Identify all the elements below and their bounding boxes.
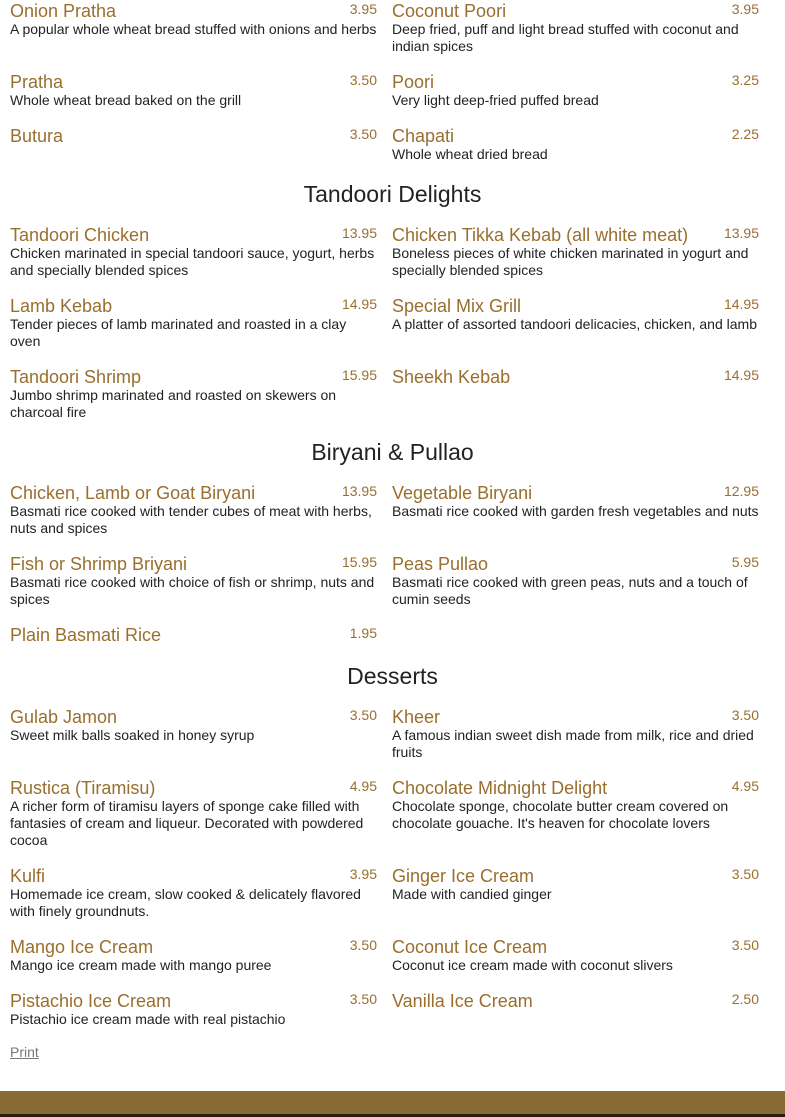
item-price: 3.50 bbox=[349, 937, 377, 953]
item-name: Chicken Tikka Kebab (all white meat) bbox=[392, 225, 689, 245]
item-name: Fish or Shrimp Briyani bbox=[10, 554, 188, 574]
item-name: Pratha bbox=[10, 72, 64, 92]
item-price: 3.95 bbox=[349, 866, 377, 882]
item-price: 1.95 bbox=[349, 625, 377, 641]
item-name: Butura bbox=[10, 126, 64, 146]
item-name: Vegetable Biryani bbox=[392, 483, 533, 503]
item-description: Jumbo shrimp marinated and roasted on skewers on charcoal fire bbox=[10, 387, 337, 420]
item-name: Tandoori Chicken bbox=[10, 225, 150, 245]
item-price: 4.95 bbox=[731, 778, 759, 794]
item-description: A popular whole wheat bread stuffed with onions and herbs bbox=[10, 21, 377, 37]
item-name: Pistachio Ice Cream bbox=[10, 991, 172, 1011]
item-name: Coconut Ice Cream bbox=[392, 937, 548, 957]
item-description: Homemade ice cream, slow cooked & delicately flavored with finely groundnuts. bbox=[10, 886, 361, 919]
item-name: Poori bbox=[392, 72, 435, 92]
item-name: Plain Basmati Rice bbox=[10, 625, 162, 645]
item-price: 3.95 bbox=[731, 1, 759, 17]
print-link[interactable]: Print bbox=[10, 1044, 39, 1060]
item-description: A richer form of tiramisu layers of sponge cake filled with fantasies of cream and liqueur. Decorated with powdered cocoa bbox=[10, 798, 364, 848]
item-name: Gulab Jamon bbox=[10, 707, 118, 727]
item-price: 3.50 bbox=[731, 937, 759, 953]
item-price: 2.50 bbox=[731, 991, 759, 1007]
item-price: 12.95 bbox=[723, 483, 759, 499]
section-heading-desserts: Desserts bbox=[347, 663, 438, 689]
item-price: 3.50 bbox=[731, 866, 759, 882]
item-name: Chapati bbox=[392, 126, 455, 146]
item-description: Basmati rice cooked with tender cubes of meat with herbs, nuts and spices bbox=[10, 503, 372, 536]
item-description: Basmati rice cooked with garden fresh vegetables and nuts bbox=[392, 503, 759, 519]
item-description: Whole wheat dried bread bbox=[392, 146, 548, 162]
item-name: Chocolate Midnight Delight bbox=[392, 778, 608, 798]
item-name: Onion Pratha bbox=[10, 1, 117, 21]
item-name: Coconut Poori bbox=[392, 1, 507, 21]
item-description: Whole wheat bread baked on the grill bbox=[10, 92, 242, 108]
item-name: Peas Pullao bbox=[392, 554, 489, 574]
item-price: 4.95 bbox=[349, 778, 377, 794]
item-name: Ginger Ice Cream bbox=[392, 866, 535, 886]
item-name: Chicken, Lamb or Goat Biryani bbox=[10, 483, 256, 503]
item-price: 15.95 bbox=[341, 367, 377, 383]
item-description: Sweet milk balls soaked in honey syrup bbox=[10, 727, 255, 743]
item-name: Kulfi bbox=[10, 866, 46, 886]
item-price: 3.50 bbox=[349, 707, 377, 723]
item-description: Chicken marinated in special tandoori sauce, yogurt, herbs and specially blended spices bbox=[10, 245, 375, 278]
item-name: Special Mix Grill bbox=[392, 296, 522, 316]
item-name: Sheekh Kebab bbox=[392, 367, 511, 387]
item-description: Boneless pieces of white chicken marinated in yogurt and specially blended spices bbox=[392, 245, 749, 278]
item-description: A platter of assorted tandoori delicacies, chicken, and lamb bbox=[392, 316, 757, 332]
item-description: Pistachio ice cream made with real pistachio bbox=[10, 1011, 286, 1027]
item-price: 13.95 bbox=[341, 483, 377, 499]
footer-bar bbox=[0, 1091, 785, 1114]
item-name: Vanilla Ice Cream bbox=[392, 991, 533, 1011]
item-name: Tandoori Shrimp bbox=[10, 367, 142, 387]
item-description: Chocolate sponge, chocolate butter cream covered on chocolate gouache. It's heaven for chocolate lovers bbox=[392, 798, 729, 831]
item-description: Mango ice cream made with mango puree bbox=[10, 957, 272, 973]
item-price: 14.95 bbox=[341, 296, 377, 312]
section-heading-biryani: Biryani & Pullao bbox=[311, 439, 474, 465]
item-price: 3.50 bbox=[349, 72, 377, 88]
item-description: Deep fried, puff and light bread stuffed with coconut and indian spices bbox=[392, 21, 739, 54]
item-name: Rustica (Tiramisu) bbox=[10, 778, 156, 798]
item-price: 3.50 bbox=[731, 707, 759, 723]
item-description: Coconut ice cream made with coconut slivers bbox=[392, 957, 673, 973]
item-price: 3.50 bbox=[349, 991, 377, 1007]
item-description: A famous indian sweet dish made from milk, rice and dried fruits bbox=[392, 727, 754, 760]
item-price: 3.50 bbox=[349, 126, 377, 142]
item-price: 2.25 bbox=[731, 126, 759, 142]
item-description: Made with candied ginger bbox=[392, 886, 552, 902]
item-price: 15.95 bbox=[341, 554, 377, 570]
item-description: Basmati rice cooked with choice of fish or shrimp, nuts and spices bbox=[10, 574, 375, 607]
item-description: Tender pieces of lamb marinated and roasted in a clay oven bbox=[10, 316, 347, 349]
item-price: 14.95 bbox=[723, 296, 759, 312]
item-name: Mango Ice Cream bbox=[10, 937, 154, 957]
item-price: 14.95 bbox=[723, 367, 759, 383]
item-price: 5.95 bbox=[731, 554, 759, 570]
item-name: Kheer bbox=[392, 707, 441, 727]
item-price: 13.95 bbox=[341, 225, 377, 241]
item-name: Lamb Kebab bbox=[10, 296, 113, 316]
item-description: Basmati rice cooked with green peas, nuts and a touch of cumin seeds bbox=[392, 574, 748, 607]
item-price: 3.95 bbox=[349, 1, 377, 17]
item-price: 3.25 bbox=[731, 72, 759, 88]
item-description: Very light deep-fried puffed bread bbox=[392, 92, 599, 108]
item-price: 13.95 bbox=[723, 225, 759, 241]
section-heading-tandoori: Tandoori Delights bbox=[303, 181, 482, 207]
